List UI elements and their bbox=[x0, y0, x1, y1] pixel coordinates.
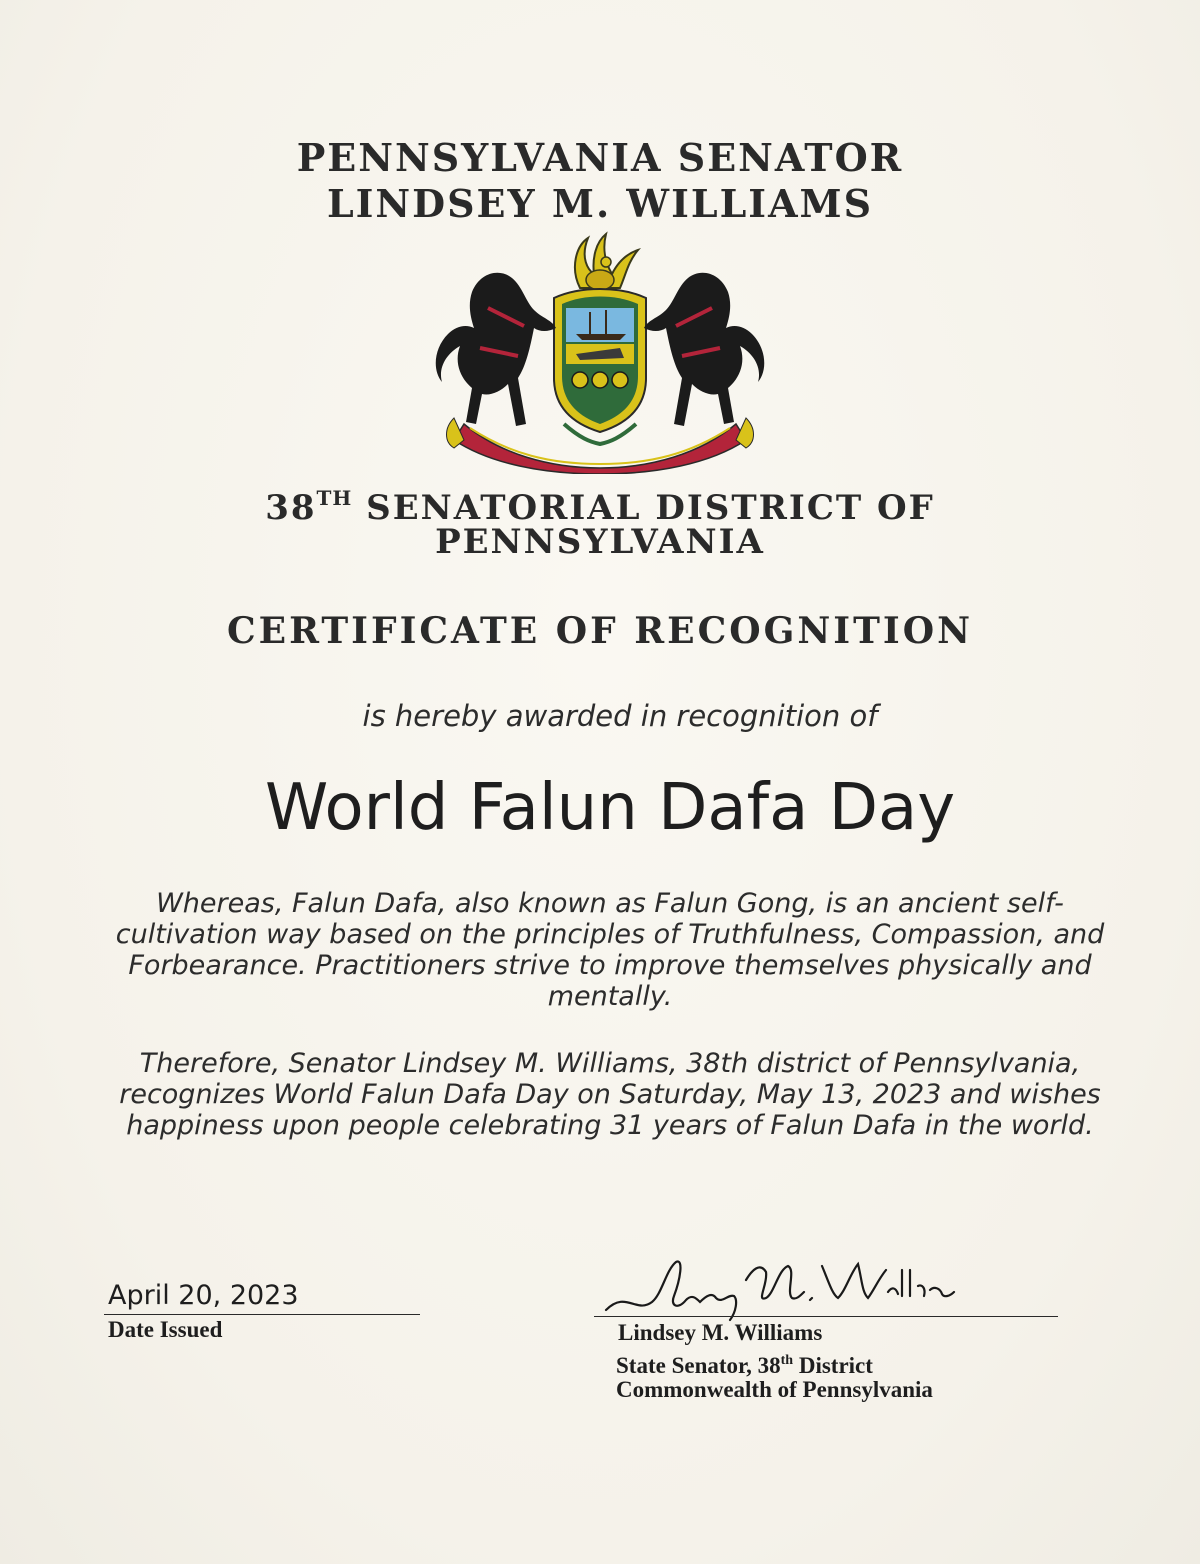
right-horse-icon bbox=[644, 273, 764, 426]
district-line-2: PENNSYLVANIA bbox=[435, 522, 765, 562]
certificate-title: CERTIFICATE OF RECOGNITION bbox=[227, 610, 973, 652]
awarded-line: is hereby awarded in recognition of bbox=[362, 699, 878, 733]
header-senator-title: PENNSYLVANIA SENATOR bbox=[296, 135, 904, 180]
left-horse-icon bbox=[436, 273, 556, 426]
therefore-paragraph: Therefore, Senator Lindsey M. Williams, 38th district of Pennsylvania, recognizes World Falun Dafa Day on Saturday, May 13, 2023 and wishes happiness upon people celebrating 31 years of Falun Dafa in the world. bbox=[119, 1048, 1101, 1141]
district-line-1-text: SENATORIAL DISTRICT OF bbox=[352, 488, 935, 528]
date-issued-label: Date Issued bbox=[108, 1317, 223, 1342]
header-senator-name: LINDSEY M. WILLIAMS bbox=[326, 181, 874, 226]
shield-icon bbox=[554, 289, 646, 432]
signer-title-sup: th bbox=[780, 1353, 794, 1368]
signer-organization: Commonwealth of Pennsylvania bbox=[616, 1377, 933, 1402]
eagle-icon bbox=[575, 234, 638, 290]
signer-title-prefix: State Senator, 38 bbox=[616, 1353, 781, 1378]
pennsylvania-coat-of-arms-icon bbox=[430, 228, 770, 474]
signer-name: Lindsey M. Williams bbox=[618, 1320, 823, 1345]
signer-title-suffix: District bbox=[793, 1353, 873, 1378]
signature-line bbox=[594, 1316, 1058, 1317]
district-number: 38 bbox=[265, 488, 317, 528]
whereas-paragraph: Whereas, Falun Dafa, also known as Falun Gong, is an ancient self-cultivation way based on the principles of Truthfulness, Compassion, and Forbearance. Practitioners strive to improve themselves physically and mentally. bbox=[115, 888, 1105, 1012]
date-issued-value: April 20, 2023 bbox=[108, 1280, 299, 1311]
honoree-title: World Falun Dafa Day bbox=[264, 771, 956, 845]
district-number-suffix: TH bbox=[316, 486, 353, 510]
